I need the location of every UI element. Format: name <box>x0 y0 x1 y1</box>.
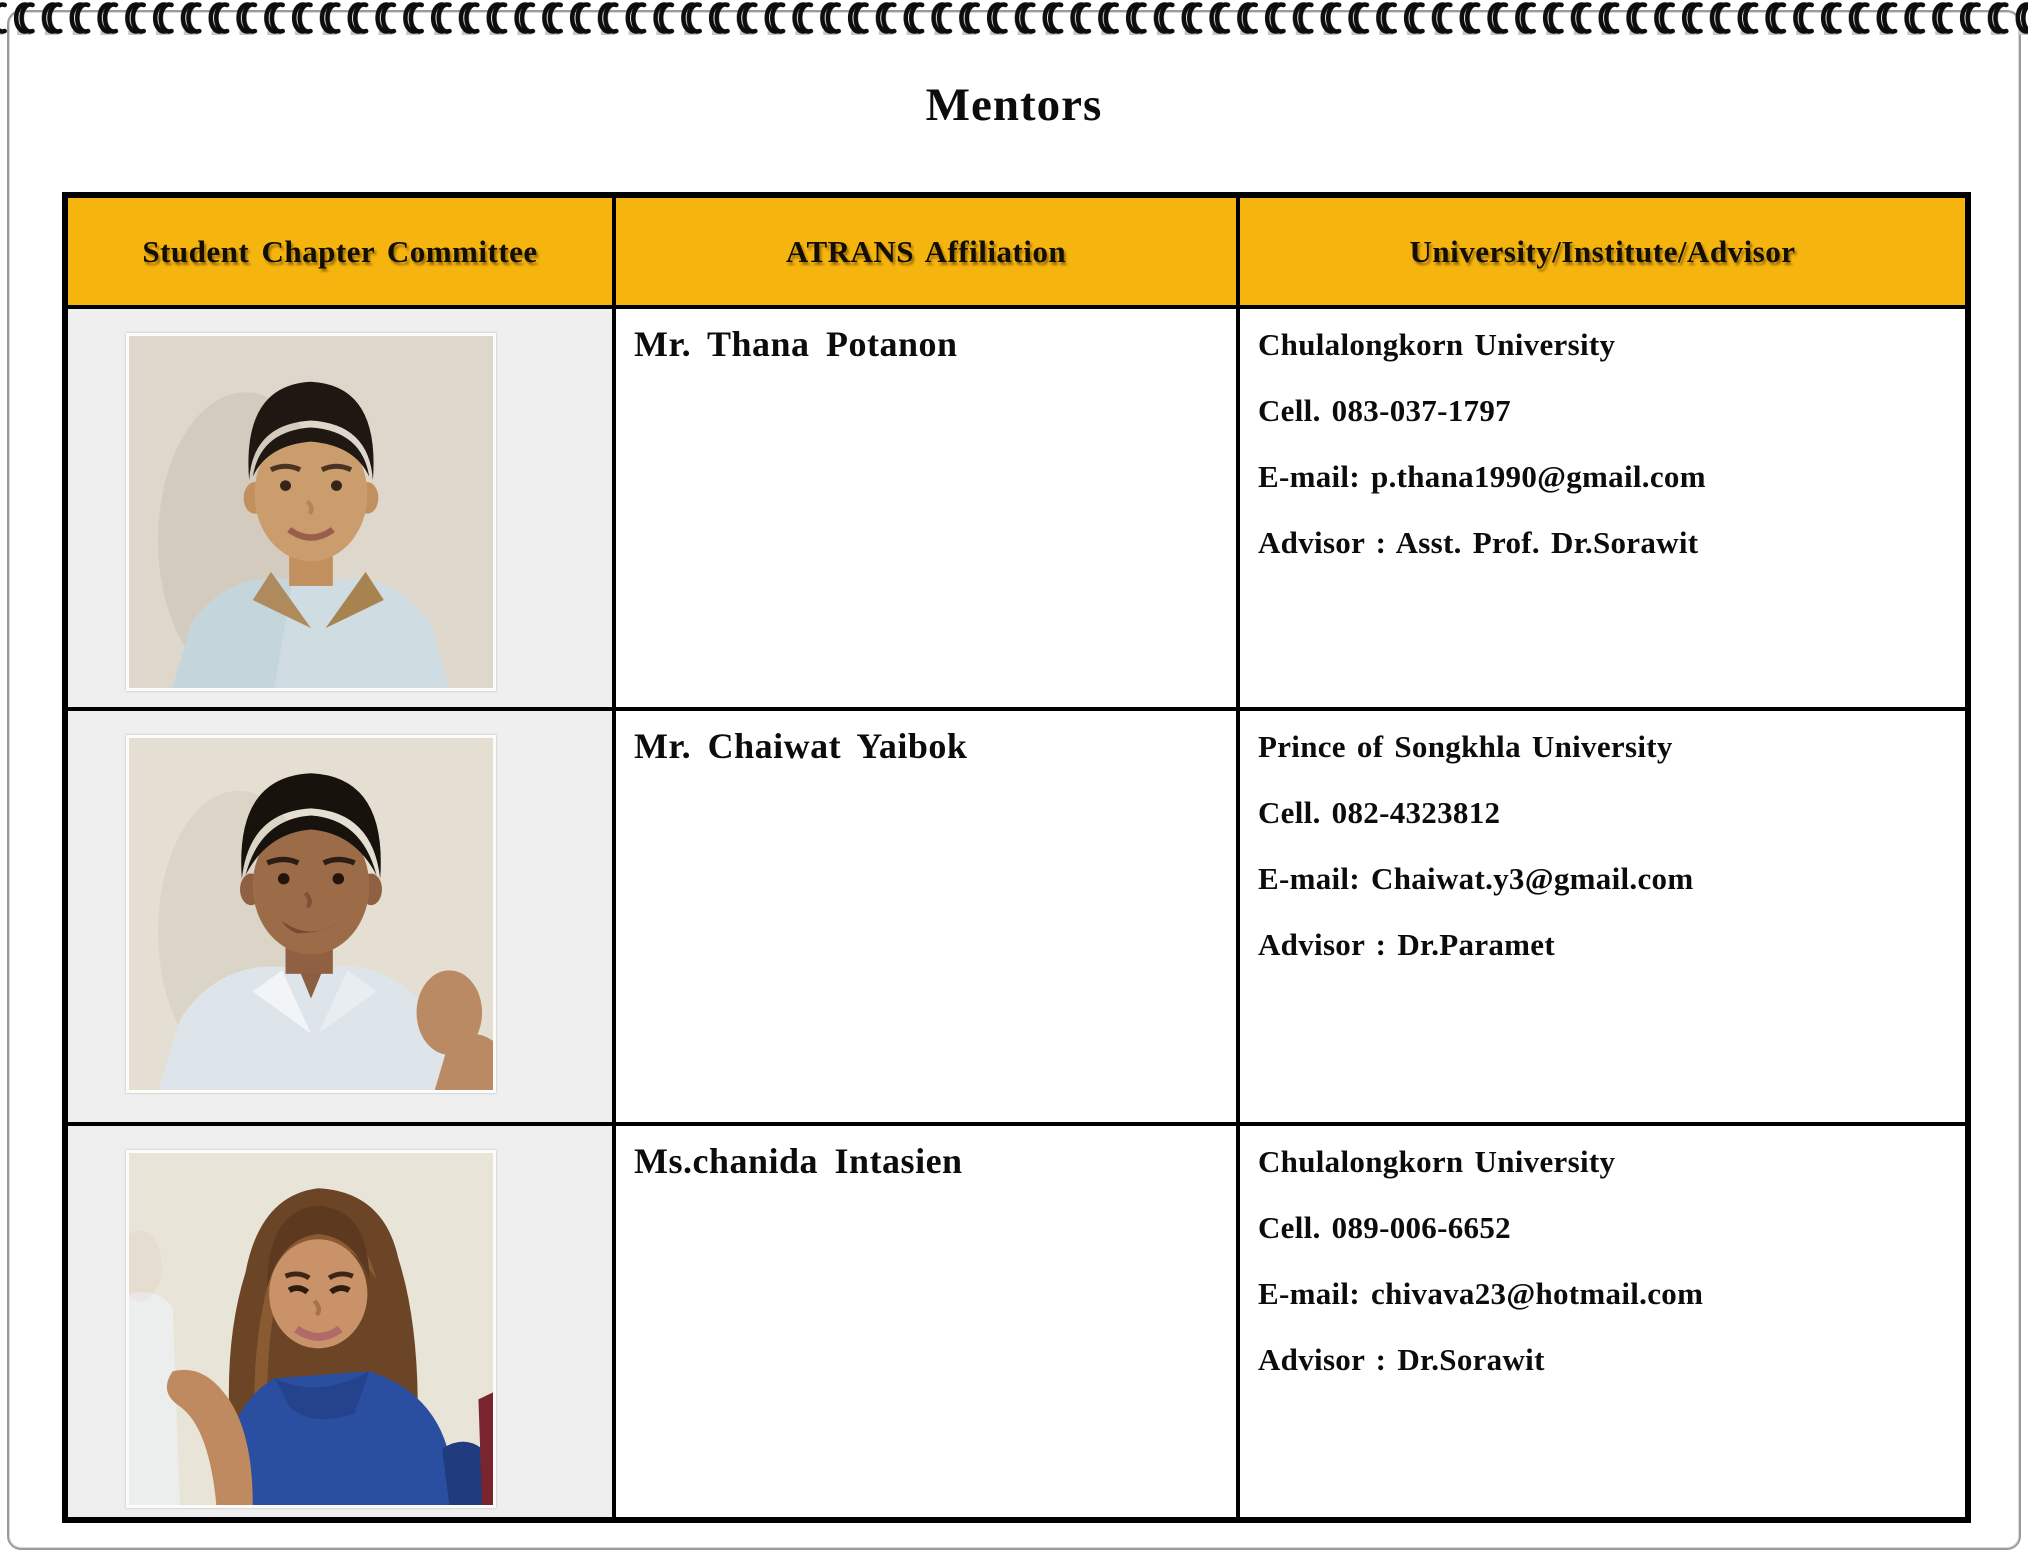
university-advisor-cell <box>1238 709 1968 1124</box>
university: Prince of Songkhla University <box>1258 729 1673 764</box>
advisor: Advisor : Asst. Prof. Dr.Sorawit <box>1258 525 1699 560</box>
photo-cell <box>65 307 614 709</box>
cell-phone: Cell. 089-006-6652 <box>1258 1210 1511 1245</box>
email: E-mail: chivava23@hotmail.com <box>1258 1276 1704 1311</box>
email: E-mail: p.thana1990@gmail.com <box>1258 459 1706 494</box>
header-university-institute-advisor: University/Institute/Advisor <box>1238 195 1968 307</box>
university-advisor-cell <box>1238 1124 1968 1520</box>
cell-phone: Cell. 083-037-1797 <box>1258 393 1511 428</box>
header-student-chapter-committee: Student Chapter Committee <box>65 195 614 307</box>
photo-cell <box>65 709 614 1124</box>
advisor: Advisor : Dr.Sorawit <box>1258 1342 1545 1377</box>
portrait-photo-woman-blue-top <box>126 1150 496 1508</box>
mentor-name: Mr. Chaiwat Yaibok <box>634 726 968 766</box>
affiliation-cell <box>614 1124 1238 1520</box>
cell-phone: Cell. 082-4323812 <box>1258 795 1501 830</box>
header-atrans-affiliation: ATRANS Affiliation <box>614 195 1238 307</box>
university: Chulalongkorn University <box>1258 1144 1616 1179</box>
page-title: Mentors <box>925 79 1103 131</box>
photo-cell <box>65 1124 614 1520</box>
mentor-name: Ms.chanida Intasien <box>634 1141 963 1181</box>
table-row <box>65 709 1968 1124</box>
header-row <box>65 195 1968 307</box>
affiliation-cell <box>614 709 1238 1124</box>
spiral-binding-icon <box>0 0 2028 46</box>
portrait-photo-man-white-shirt <box>126 735 496 1093</box>
mentors-table <box>62 192 1971 1523</box>
affiliation-cell <box>614 307 1238 709</box>
advisor: Advisor : Dr.Paramet <box>1258 927 1555 962</box>
table-row <box>65 1124 1968 1520</box>
mentor-name: Mr. Thana Potanon <box>634 324 958 364</box>
university-advisor-cell <box>1238 307 1968 709</box>
table-row <box>65 307 1968 709</box>
university: Chulalongkorn University <box>1258 327 1616 362</box>
portrait-photo-man-blue-shirt <box>126 333 496 691</box>
email: E-mail: Chaiwat.y3@gmail.com <box>1258 861 1694 896</box>
